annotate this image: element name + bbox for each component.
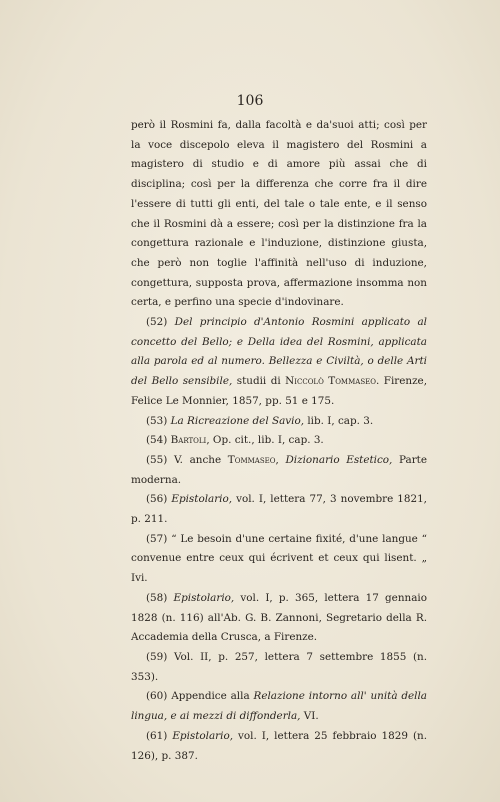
footnote-59 bbox=[131, 648, 427, 687]
footnote-title: Epistolario, bbox=[172, 729, 234, 742]
footnote-52 bbox=[131, 313, 427, 412]
footnote-number: (60) bbox=[146, 690, 168, 703]
footnote-title: La Ricreazione del Savio, bbox=[170, 414, 305, 427]
footnote-author: Tommaseo bbox=[227, 453, 276, 466]
footnote-number: (53) bbox=[146, 414, 168, 427]
footnote-55 bbox=[131, 451, 427, 490]
footnote-60 bbox=[131, 687, 427, 726]
footnote-text: Parte moderna. bbox=[131, 453, 428, 486]
footnote-54 bbox=[131, 431, 427, 451]
footnote-number: (54) bbox=[146, 434, 168, 447]
footnote-title: Epistolario, bbox=[173, 591, 235, 604]
footnote-58 bbox=[131, 589, 427, 648]
footnote-title: Del principio d'Antonio Rosmini applicato al concetto del Bello; e Della idea del Rosmini, applicata alla parola ed al numero. Bellezza e Civiltà, o delle Arti del Bello sensibile, bbox=[131, 316, 427, 388]
footnote-title: Epistolario, bbox=[171, 493, 233, 506]
footnote-number: (57) bbox=[146, 532, 168, 545]
footnote-author: Bartoli bbox=[170, 434, 207, 447]
body-paragraph: però il Rosmini fa, dalla facoltà e da'suoi atti; così per la voce discepolo eleva il magistero del Rosmini a magistero di studio e di amore più assai che di disciplina; così per la differenza che corre fra il dire l'essere di tutti gli enti, del tale o tale ente, e il senso che il Rosmini dà a essere; così per la distinzione fra la congettura razionale e l'induzione, distinzione giusta, che però non toglie l'affinità nell'uso di induzione, congettura, supposta prova, affermazione insomma non certa, e perfino una specie d'indovinare. bbox=[131, 119, 427, 309]
footnote-text: . Firenze, Felice Le Monnier, 1857, pp. 51 e 175. bbox=[131, 375, 428, 407]
footnote-57 bbox=[131, 530, 427, 589]
footnote-title: Dizionario Estetico, bbox=[285, 453, 393, 466]
footnote-text: VI. bbox=[303, 710, 319, 723]
footnote-text: lib. I, cap. 3. bbox=[307, 414, 374, 427]
footnote-author: Niccolò Tommaseo bbox=[285, 375, 376, 388]
footnote-number: (59) bbox=[146, 650, 168, 663]
page-text bbox=[131, 116, 427, 766]
footnote-text: vol. I, lettera 25 febbraio 1829 (n. 126), p. 387. bbox=[131, 729, 427, 762]
footnote-number: (52) bbox=[146, 316, 168, 329]
page-number: 106 bbox=[236, 93, 264, 109]
footnote-56 bbox=[131, 490, 427, 529]
footnote-title: Relazione intorno all' unità della lingua, e ai mezzi di diffonderla, bbox=[131, 690, 427, 723]
footnote-61 bbox=[131, 727, 427, 766]
footnote-number: (58) bbox=[146, 591, 168, 604]
footnote-number: (56) bbox=[146, 493, 168, 506]
footnote-number: (55) bbox=[146, 453, 168, 466]
footnote-text: , Op. cit., lib. I, cap. 3. bbox=[206, 434, 324, 447]
footnote-53 bbox=[131, 412, 427, 432]
footnote-text: vol. I, p. 365, lettera 17 gennaio 1828 (n. 116) all'Ab. G. B. Zannoni, Segretario della R. Accademia della Crusca, a Firenze. bbox=[131, 591, 427, 644]
footnote-number: (61) bbox=[146, 729, 168, 742]
footnote-text: vol. I, lettera 77, 3 novembre 1821, p. 211. bbox=[131, 493, 427, 526]
footnote-text: studii di bbox=[236, 375, 281, 388]
footnote-text: , bbox=[275, 453, 279, 466]
footnote-text: Vol. II, p. 257, lettera 7 settembre 1855 (n. 353). bbox=[131, 650, 428, 683]
footnote-text: “ Le besoin d'une certaine fixité, d'une langue “ convenue entre ceux qui écrivent et ceux qui lisent. „ Ivi. bbox=[131, 532, 427, 585]
footnote-text: V. anche bbox=[173, 453, 222, 466]
footnote-text: Appendice alla bbox=[171, 690, 250, 703]
